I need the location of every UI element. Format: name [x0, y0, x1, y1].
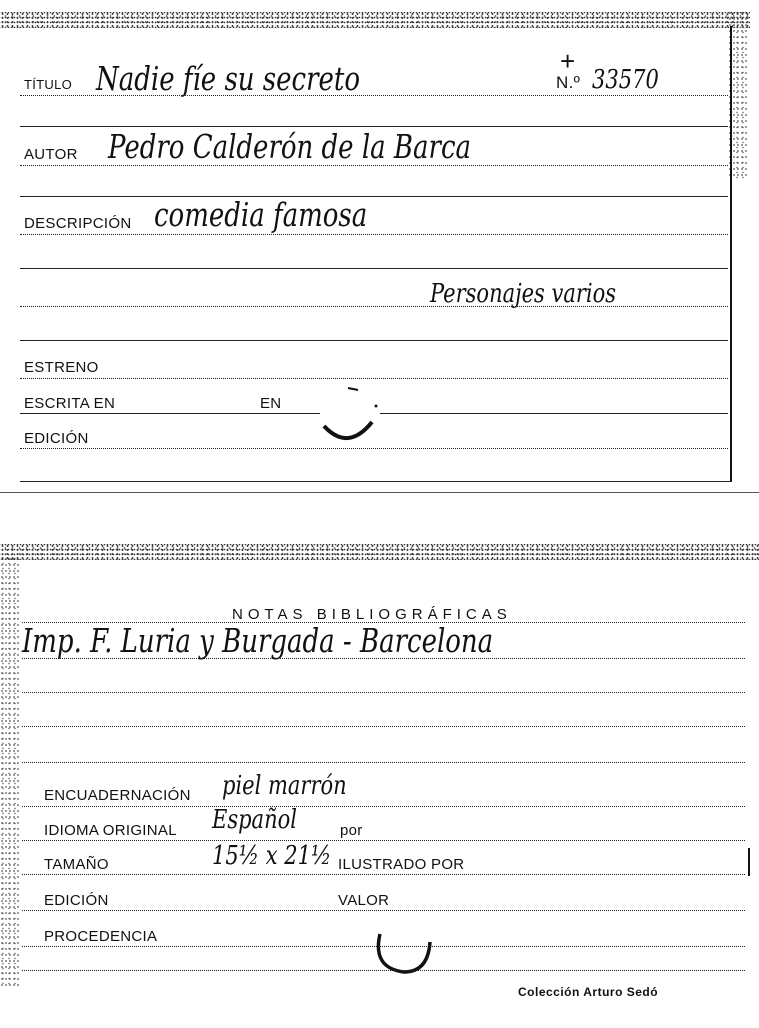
- estreno-label: ESTRENO: [24, 359, 99, 376]
- rule: [22, 874, 745, 875]
- rule: [20, 165, 728, 166]
- rule: [20, 126, 728, 127]
- rule: [22, 726, 745, 727]
- card-edge-mark: [748, 848, 750, 876]
- personajes-value: Personajes varios: [430, 278, 617, 309]
- encuadernacion-value: piel marrón: [222, 770, 347, 801]
- rule: [22, 806, 745, 807]
- en-label: EN: [260, 395, 282, 412]
- rule: [22, 622, 745, 623]
- descripcion-label: DESCRIPCIÓN: [24, 215, 132, 232]
- cross-mark: +: [560, 46, 576, 76]
- card-edge-texture: [0, 556, 20, 986]
- escrita-en-label: ESCRITA EN: [24, 395, 116, 412]
- rule: [22, 970, 745, 971]
- card-edge-texture: [0, 544, 759, 560]
- titulo-label: TÍTULO: [24, 77, 73, 92]
- autor-label: AUTOR: [24, 146, 78, 163]
- rule: [20, 378, 728, 379]
- rule: [22, 658, 745, 659]
- ilustrado-por-label: ILUSTRADO POR: [338, 856, 465, 873]
- notas-bibliograficas-title: NOTAS BIBLIOGRÁFICAS: [232, 606, 512, 623]
- valor-label: VALOR: [338, 892, 390, 909]
- notas-value: Imp. F. Luria y Burgada - Barcelona: [22, 623, 494, 661]
- card-bottom-edge: [20, 481, 732, 482]
- idioma-original-label: IDIOMA ORIGINAL: [44, 822, 177, 839]
- rule: [20, 95, 728, 96]
- autor-value: Pedro Calderón de la Barca: [108, 129, 472, 167]
- punch-hole-mark: [368, 928, 438, 980]
- card-separator: [0, 492, 759, 493]
- punch-hole-mark: [318, 382, 380, 448]
- numero-label: N.º: [556, 73, 581, 92]
- rule: [20, 413, 320, 414]
- rule: [380, 413, 728, 414]
- rule: [22, 840, 745, 841]
- descripcion-value: comedia famosa: [154, 197, 368, 235]
- rule: [20, 448, 728, 449]
- rule: [22, 762, 745, 763]
- tamano-label: TAMAÑO: [44, 856, 109, 873]
- encuadernacion-label: ENCUADERNACIÓN: [44, 787, 191, 804]
- coleccion-imprint: Colección Arturo Sedó: [518, 985, 659, 999]
- rule: [20, 306, 728, 307]
- rule: [22, 692, 745, 693]
- edicion-label: EDICIÓN: [44, 892, 109, 909]
- rule: [20, 196, 728, 197]
- rule: [22, 910, 745, 911]
- rule: [20, 268, 728, 269]
- idioma-original-value: Español: [212, 804, 297, 835]
- tamano-value: 15½ x 21½: [212, 840, 332, 871]
- titulo-value: Nadie fíe su secreto: [96, 61, 361, 99]
- edicion-label: EDICIÓN: [24, 430, 89, 447]
- por-label: por: [340, 822, 363, 839]
- numero-value: 33570: [592, 64, 659, 95]
- rule: [20, 234, 728, 235]
- rule: [20, 340, 728, 341]
- procedencia-label: PROCEDENCIA: [44, 928, 158, 945]
